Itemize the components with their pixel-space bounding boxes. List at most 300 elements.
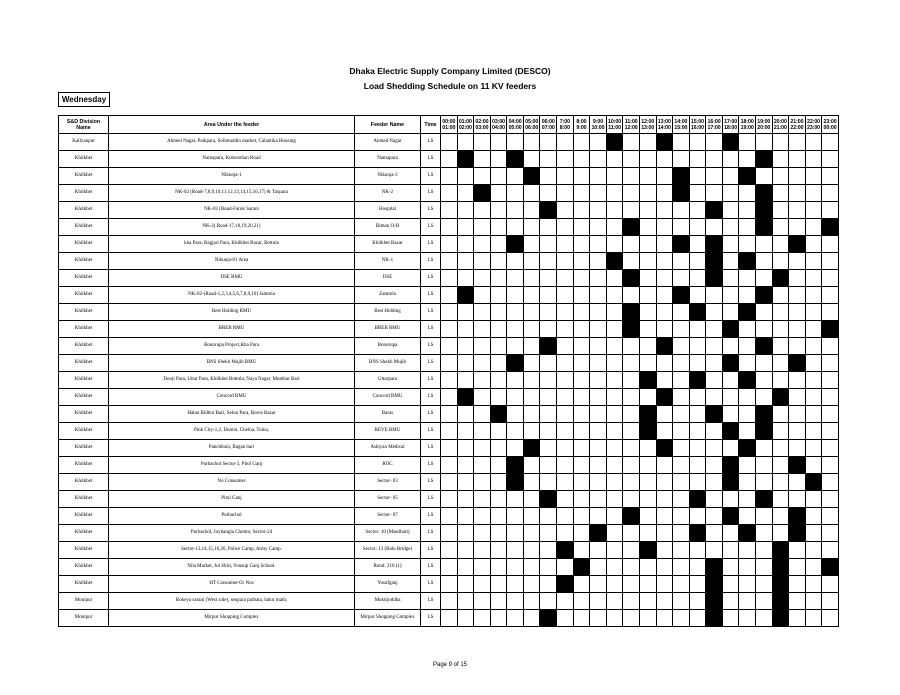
slot-cell (507, 440, 524, 457)
slot-cell (755, 610, 772, 627)
slot-cell (540, 457, 557, 474)
area-cell: HT Consumer-01 Nos (109, 576, 355, 593)
slot-cell (441, 134, 458, 151)
slot-cell (606, 270, 623, 287)
slot-cell (656, 355, 673, 372)
slot-header: 22:00 23:00 (805, 116, 822, 134)
slot-cell (656, 202, 673, 219)
slot-cell (722, 168, 739, 185)
slot-cell (457, 542, 474, 559)
slot-cell (822, 372, 839, 389)
slot-cell (490, 304, 507, 321)
slot-cell (573, 525, 590, 542)
slot-cell (441, 474, 458, 491)
slot-cell (590, 134, 607, 151)
slot-cell (706, 304, 723, 321)
time-cell: LS (421, 355, 441, 372)
slot-cell (639, 236, 656, 253)
shedding-slot (673, 185, 690, 202)
slot-cell (441, 236, 458, 253)
slot-cell (722, 236, 739, 253)
shedding-slot (706, 406, 723, 423)
slot-cell (689, 440, 706, 457)
feeder-cell: Baras (355, 406, 421, 423)
table-row (59, 457, 839, 474)
slot-cell (573, 321, 590, 338)
shedding-slot (507, 355, 524, 372)
slot-cell (474, 355, 491, 372)
slot-cell (557, 389, 574, 406)
shedding-slot (789, 508, 806, 525)
division-cell: Khilkhet (59, 287, 109, 304)
slot-cell (623, 338, 640, 355)
slot-cell (590, 185, 607, 202)
shedding-slot (755, 185, 772, 202)
slot-cell (590, 236, 607, 253)
slot-cell (789, 559, 806, 576)
slot-cell (689, 508, 706, 525)
feeder-cell: Nikunja-3 (355, 168, 421, 185)
time-cell: LS (421, 474, 441, 491)
area-cell: BREB RMU (109, 321, 355, 338)
slot-cell (606, 168, 623, 185)
slot-cell (722, 219, 739, 236)
table-row (59, 559, 839, 576)
slot-cell (457, 474, 474, 491)
slot-cell (623, 474, 640, 491)
slot-cell (573, 372, 590, 389)
slot-cell (689, 134, 706, 151)
feeder-cell: Sector: 10 (Mastibari) (355, 525, 421, 542)
slot-cell (805, 508, 822, 525)
slot-cell (590, 389, 607, 406)
slot-cell (706, 219, 723, 236)
slot-cell (739, 508, 756, 525)
slot-cell (789, 219, 806, 236)
shedding-slot (673, 287, 690, 304)
slot-cell (523, 593, 540, 610)
slot-cell (457, 253, 474, 270)
slot-cell (590, 372, 607, 389)
shedding-slot (789, 525, 806, 542)
slot-cell (772, 355, 789, 372)
slot-cell (689, 151, 706, 168)
shedding-slot (623, 270, 640, 287)
shedding-slot (523, 168, 540, 185)
slot-cell (557, 202, 574, 219)
slot-cell (739, 355, 756, 372)
slot-cell (673, 151, 690, 168)
slot-cell (656, 610, 673, 627)
slot-cell (689, 389, 706, 406)
shedding-slot (639, 372, 656, 389)
slot-cell (772, 474, 789, 491)
shedding-slot (706, 236, 723, 253)
table-row (59, 253, 839, 270)
slot-cell (639, 304, 656, 321)
slot-cell (639, 457, 656, 474)
slot-cell (490, 202, 507, 219)
slot-cell (540, 151, 557, 168)
slot-cell (606, 542, 623, 559)
slot-cell (656, 559, 673, 576)
slot-cell (474, 253, 491, 270)
shedding-slot (789, 457, 806, 474)
slot-cell (590, 253, 607, 270)
slot-cell (557, 440, 574, 457)
shedding-slot (772, 542, 789, 559)
division-cell: Khilkhet (59, 372, 109, 389)
slot-cell (739, 185, 756, 202)
slot-cell (590, 304, 607, 321)
slot-cell (557, 508, 574, 525)
slot-cell (557, 610, 574, 627)
table-row (59, 440, 839, 457)
slot-cell (623, 253, 640, 270)
header-row (59, 116, 839, 134)
page-number: Page 9 of 15 (432, 662, 468, 668)
slot-cell (457, 355, 474, 372)
area-cell: Concord RMU (109, 389, 355, 406)
slot-cell (490, 525, 507, 542)
slot-cell (673, 134, 690, 151)
slot-cell (755, 304, 772, 321)
slot-cell (523, 423, 540, 440)
division-cell: Khilkhet (59, 508, 109, 525)
slot-cell (490, 440, 507, 457)
division-cell: Khilkhet (59, 355, 109, 372)
feeder-cell: Best Holding (355, 304, 421, 321)
slot-cell (739, 236, 756, 253)
slot-cell (523, 287, 540, 304)
slot-header: 7:00 8:00 (557, 116, 574, 134)
division-cell: Khilkhet (59, 423, 109, 440)
slot-cell (822, 304, 839, 321)
table-row (59, 355, 839, 372)
slot-header: 04:00 05:00 (507, 116, 524, 134)
table-row (59, 576, 839, 593)
slot-cell (789, 321, 806, 338)
slot-cell (523, 219, 540, 236)
slot-cell (722, 525, 739, 542)
slot-cell (474, 219, 491, 236)
time-cell: LS (421, 219, 441, 236)
slot-cell (656, 372, 673, 389)
slot-cell (805, 525, 822, 542)
slot-cell (557, 593, 574, 610)
table-row (59, 593, 839, 610)
slot-cell (474, 321, 491, 338)
feeder-cell: Sector- 05 (355, 491, 421, 508)
slot-cell (490, 321, 507, 338)
slot-cell (822, 338, 839, 355)
slot-cell (673, 610, 690, 627)
slot-cell (673, 457, 690, 474)
slot-cell (789, 151, 806, 168)
shedding-slot (540, 202, 557, 219)
slot-cell (490, 338, 507, 355)
area-cell: Dooji Para, Uttar Para, Khilkhet Bottola, Naya Nagar, Mumbar Bari (109, 372, 355, 389)
slot-header: 9:00 10:00 (590, 116, 607, 134)
shedding-slot (457, 389, 474, 406)
slot-cell (639, 440, 656, 457)
slot-cell (441, 389, 458, 406)
slot-cell (606, 202, 623, 219)
slot-cell (822, 355, 839, 372)
slot-header: 05:00 06:00 (523, 116, 540, 134)
slot-cell (441, 321, 458, 338)
division-cell: Khilkhet (59, 219, 109, 236)
area-cell: Bonorupa Project,Kha Para (109, 338, 355, 355)
slot-cell (722, 406, 739, 423)
slot-cell (639, 593, 656, 610)
slot-cell (822, 134, 839, 151)
slot-cell (822, 287, 839, 304)
slot-cell (474, 593, 491, 610)
slot-cell (557, 406, 574, 423)
shedding-slot (656, 134, 673, 151)
slot-cell (772, 508, 789, 525)
feeder-cell: Khilkhet Bazar (355, 236, 421, 253)
slot-cell (557, 151, 574, 168)
table-row (59, 168, 839, 185)
slot-cell (656, 508, 673, 525)
slot-cell (557, 491, 574, 508)
page-title: Dhaka Electric Supply Company Limited (DESCO) (349, 66, 551, 76)
slot-cell (805, 253, 822, 270)
time-cell: LS (421, 440, 441, 457)
slot-cell (805, 151, 822, 168)
slot-cell (523, 491, 540, 508)
day-label: Wednesday (58, 92, 110, 107)
area-cell: Pink City-1,2, Dumni, Chelna, Tolna, (109, 423, 355, 440)
area-cell: NK-02-(Road-1,2,3,4,5,6,7,8,9,10) Jamtola (109, 287, 355, 304)
slot-cell (689, 219, 706, 236)
slot-cell (656, 406, 673, 423)
slot-cell (656, 185, 673, 202)
slot-cell (822, 185, 839, 202)
table-row (59, 202, 839, 219)
slot-cell (623, 576, 640, 593)
slot-cell (805, 168, 822, 185)
slot-cell (673, 338, 690, 355)
slot-cell (789, 202, 806, 219)
slot-cell (523, 389, 540, 406)
shedding-slot (540, 338, 557, 355)
time-cell: LS (421, 559, 441, 576)
slot-cell (656, 304, 673, 321)
slot-header: 14:00 15:00 (673, 116, 690, 134)
time-cell: LS (421, 457, 441, 474)
table-row (59, 134, 839, 151)
slot-cell (606, 372, 623, 389)
slot-cell (623, 423, 640, 440)
slot-cell (805, 355, 822, 372)
slot-cell (822, 423, 839, 440)
slot-header: 00:00 01:00 (441, 116, 458, 134)
shedding-slot (507, 236, 524, 253)
slot-cell (805, 542, 822, 559)
slot-cell (507, 423, 524, 440)
slot-cell (457, 406, 474, 423)
slot-cell (490, 236, 507, 253)
slot-cell (822, 457, 839, 474)
slot-cell (689, 576, 706, 593)
slot-cell (755, 168, 772, 185)
slot-cell (590, 270, 607, 287)
slot-cell (772, 134, 789, 151)
slot-cell (557, 304, 574, 321)
slot-cell (490, 610, 507, 627)
table-row (59, 151, 839, 168)
slot-cell (822, 236, 839, 253)
shedding-slot (739, 525, 756, 542)
slot-cell (623, 168, 640, 185)
slot-cell (606, 593, 623, 610)
slot-cell (457, 423, 474, 440)
slot-cell (706, 321, 723, 338)
time-cell: LS (421, 287, 441, 304)
slot-header: 18:00 19:00 (739, 116, 756, 134)
slot-cell (557, 457, 574, 474)
slot-cell (490, 593, 507, 610)
slot-cell (623, 440, 640, 457)
slot-cell (639, 610, 656, 627)
slot-cell (523, 338, 540, 355)
slot-cell (673, 202, 690, 219)
slot-cell (441, 185, 458, 202)
slot-cell (739, 338, 756, 355)
slot-cell (789, 610, 806, 627)
slot-cell (706, 338, 723, 355)
slot-cell (523, 321, 540, 338)
slot-cell (706, 151, 723, 168)
slot-cell (772, 236, 789, 253)
slot-cell (689, 338, 706, 355)
slot-header: 20:00 21:00 (772, 116, 789, 134)
slot-cell (557, 168, 574, 185)
slot-cell (507, 338, 524, 355)
slot-cell (590, 474, 607, 491)
slot-cell (523, 610, 540, 627)
shedding-slot (772, 576, 789, 593)
slot-cell (739, 389, 756, 406)
feeder-cell: NK-1 (355, 253, 421, 270)
shedding-slot (673, 168, 690, 185)
slot-cell (623, 525, 640, 542)
slot-cell (689, 423, 706, 440)
slot-cell (722, 270, 739, 287)
slot-cell (590, 559, 607, 576)
slot-cell (573, 423, 590, 440)
shedding-slot (457, 287, 474, 304)
slot-cell (639, 134, 656, 151)
shedding-slot (623, 304, 640, 321)
slot-cell (805, 610, 822, 627)
slot-cell (772, 151, 789, 168)
table-row (59, 508, 839, 525)
slot-cell (722, 185, 739, 202)
shedding-slot (706, 559, 723, 576)
slot-cell (457, 372, 474, 389)
slot-cell (639, 338, 656, 355)
slot-cell (722, 304, 739, 321)
slot-cell (789, 593, 806, 610)
slot-cell (689, 593, 706, 610)
slot-cell (789, 423, 806, 440)
slot-cell (822, 576, 839, 593)
slot-cell (474, 576, 491, 593)
feeder-cell: Zamtola (355, 287, 421, 304)
slot-cell (822, 491, 839, 508)
slot-cell (805, 304, 822, 321)
division-cell: Khilkhet (59, 168, 109, 185)
time-cell: LS (421, 610, 441, 627)
slot-cell (441, 372, 458, 389)
slot-cell (490, 270, 507, 287)
slot-cell (573, 576, 590, 593)
slot-cell (673, 474, 690, 491)
slot-cell (805, 457, 822, 474)
slot-cell (722, 287, 739, 304)
feeder-cell: Sector- 07 (355, 508, 421, 525)
table-row (59, 406, 839, 423)
slot-cell (540, 185, 557, 202)
slot-cell (755, 236, 772, 253)
shedding-slot (722, 423, 739, 440)
slot-cell (490, 576, 507, 593)
slot-cell (755, 576, 772, 593)
slot-cell (789, 406, 806, 423)
slot-cell (639, 168, 656, 185)
slot-cell (474, 423, 491, 440)
slot-cell (689, 406, 706, 423)
slot-cell (805, 593, 822, 610)
table-row (59, 372, 839, 389)
table-row (59, 610, 839, 627)
slot-cell (772, 525, 789, 542)
slot-cell (772, 423, 789, 440)
slot-cell (457, 576, 474, 593)
slot-cell (540, 423, 557, 440)
slot-cell (490, 423, 507, 440)
header-feeder: Feeder Name (355, 116, 421, 134)
table-row (59, 287, 839, 304)
table-row (59, 185, 839, 202)
slot-cell (623, 457, 640, 474)
shedding-slot (689, 372, 706, 389)
slot-cell (441, 440, 458, 457)
slot-cell (673, 525, 690, 542)
slot-cell (557, 525, 574, 542)
slot-cell (523, 202, 540, 219)
table-row (59, 338, 839, 355)
slot-cell (623, 542, 640, 559)
slot-cell (507, 202, 524, 219)
slot-cell (457, 440, 474, 457)
shedding-slot (606, 253, 623, 270)
slot-cell (490, 542, 507, 559)
schedule-table (58, 115, 839, 627)
division-cell: Khilkhet (59, 304, 109, 321)
slot-cell (789, 474, 806, 491)
slot-cell (490, 508, 507, 525)
slot-cell (557, 134, 574, 151)
slot-cell (540, 406, 557, 423)
slot-cell (606, 304, 623, 321)
slot-cell (706, 508, 723, 525)
division-cell: Khilkhet (59, 576, 109, 593)
